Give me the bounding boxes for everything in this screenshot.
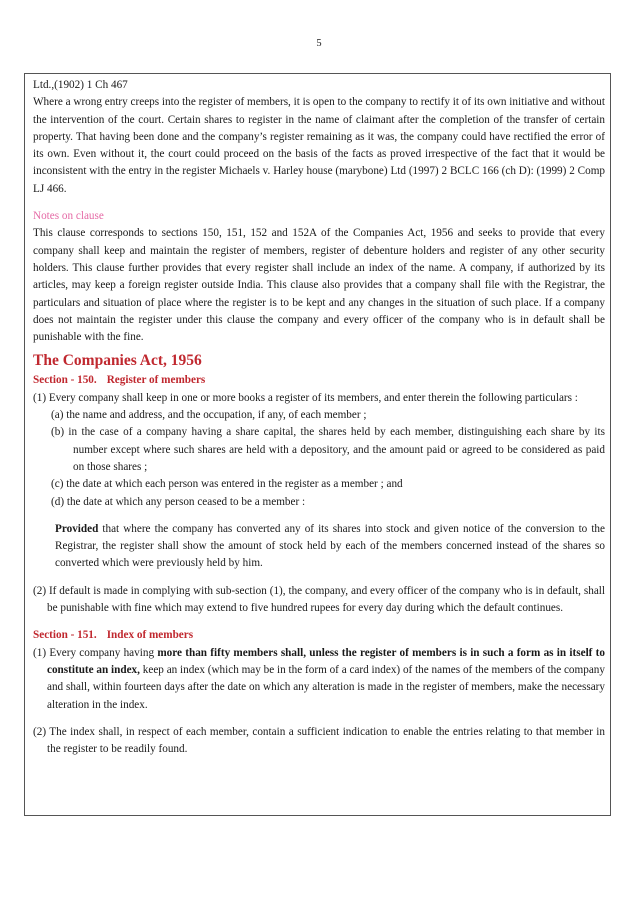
section-150-item-d: (d) the date at which any person ceased to be a member : [51,495,306,508]
case-paragraph: Where a wrong entry creeps into the register of members, it is open to the company to rectify it of its own initiative and without the intervention of the court. Certain shares to register in the name of claimant after the completion of the transfer of certain property. That having been done and the company’s register remaining as it was, the company could have rectified the error of its own. Even without it, the court could proceed on the basis of the facts as proved irrespective of the fact that it would be inconsistent with the entry in the register Michaels v. Harley house (marybone) Ltd (1997) 2 BCLC 166 (ch D): (1999) 2 Comp LJ 466. [33,96,605,195]
section-151-clause-1 [33,645,605,714]
section-150-title: Register of members [106,374,206,387]
s151-p1-post: keep an index (which may be in the form of a card index) of the names of the members of the company and shall, within fourteen days after the date on which any alteration is made in the register of members, make the necessary alteration in the index. [47,663,605,711]
section-151-clause-2: (2) The index shall, in respect of each member, contain a sufficient indication to enable the entries relating to that member in the register to be readily found. [33,725,605,756]
section-151-number: Section - 151. [33,629,97,642]
content-box [24,73,611,816]
section-150-number: Section - 150. [33,374,97,387]
case-reference: Ltd.,(1902) 1 Ch 467 [33,79,128,91]
section-151-title: Index of members [106,629,194,642]
section-150-item-b: (b) in the case of a company having a share capital, the shares held by each member, distinguishing each share by its number except where such shares are held with a depository, and the amount paid or agreed to be considered as paid on those shares ; [51,426,605,473]
s151-p1-bold: more than fifty members shall, unless the register of members is in such a form as in itself to constitute an index, [47,646,605,676]
s151-p1-pre: (1) Every company having [33,646,158,659]
proviso-text: that where the company has converted any of its shares into stock and given notice of the conversion to the Registrar, the register shall show the amount of stock held by each of the members concerned instead of the shares so converted which were previously held by him. [55,522,605,570]
section-150-heading [33,372,605,389]
section-150-clause-1: (1) Every company shall keep in one or more books a register of its members, and enter therein the following particulars : [33,391,578,404]
section-150-proviso [33,521,605,573]
section-150-clause-2: (2) If default is made in complying with sub-section (1), the company, and every officer of the company who is in default, shall be punishable with fine which may extend to five hundred rupees for every day during which the default continues. [33,584,605,615]
notes-paragraph: This clause corresponds to sections 150, 151, 152 and 152A of the Companies Act, 1956 and seeks to provide that every company shall keep and maintain the register of members, register of debenture holders and register of any other security holders. This clause further provides that every register shall include an index of the name. A company, if authorized by its articles, may keep a foreign register outside India. This clause also provides that a company shall file with the Registrar, the particulars and situation of place where the register is to be kept and any changes in the situation of such place. If a company does not maintain the register under this clause the company and every officer of the company who is in default shall be punishable with the fine. [33,227,605,344]
act-heading: The Companies Act, 1956 [33,352,202,370]
section-151-heading [33,627,605,644]
section-150-item-a: (a) the name and address, and the occupation, if any, of each member ; [51,409,367,422]
notes-heading: Notes on clause [33,210,104,223]
page-number: 5 [316,38,322,49]
section-150-item-c: (c) the date at which each person was entered in the register as a member ; and [51,478,403,491]
proviso-label: Provided [55,522,99,535]
